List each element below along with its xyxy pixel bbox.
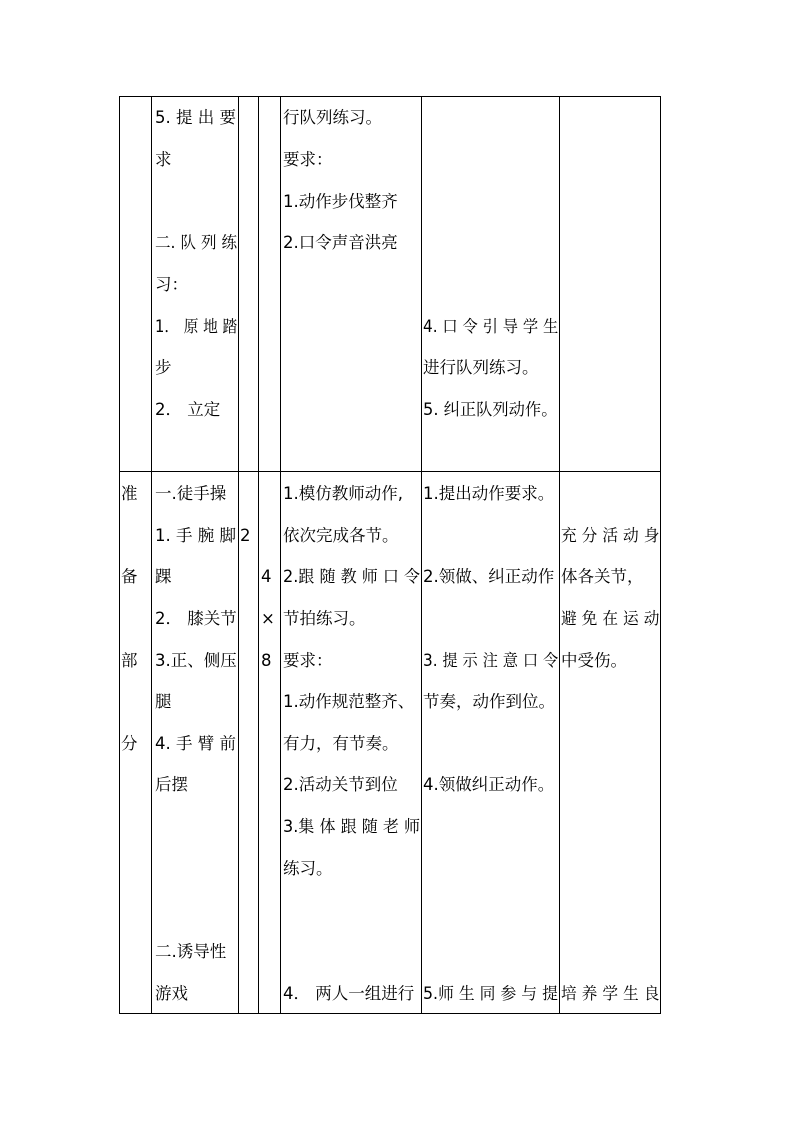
teacher-line: 5. 纠正队列动作。 xyxy=(423,400,558,419)
content-line: 1. 手 腕 脚 xyxy=(155,526,236,545)
method-line: 依次完成各节。 xyxy=(283,526,399,545)
method-line: 1.动作步伐整齐 xyxy=(283,192,398,211)
teacher-line: 2.领做、纠正动作 xyxy=(423,567,555,586)
content-line: 二. 队 列 练 xyxy=(155,233,238,252)
goal-line: 中受伤。 xyxy=(561,651,627,670)
count-value: × xyxy=(261,609,275,628)
goal-line: 充 分 活 动 身 xyxy=(561,526,660,545)
content-line: 1． 原 地 踏 xyxy=(155,317,238,336)
time-value: 2 xyxy=(240,526,251,545)
table-column-divider xyxy=(280,96,281,1014)
section-label: 分 xyxy=(121,734,138,753)
method-line: 行队列练习。 xyxy=(283,108,382,127)
method-line: 1.动作规范整齐、 xyxy=(283,692,415,711)
goal-line: 培 养 学 生 良 xyxy=(561,984,660,1003)
teacher-line: 4.领做纠正动作。 xyxy=(423,775,555,794)
method-line: 2.活动关节到位 xyxy=(283,775,398,794)
content-line: 2． 立定 xyxy=(155,400,221,419)
method-line: 1.模仿教师动作, xyxy=(283,484,403,503)
content-line: 2． 膝关节 xyxy=(155,609,237,628)
content-line: 步 xyxy=(155,358,172,377)
content-line: 4. 手 臂 前 xyxy=(155,734,236,753)
table-left-border xyxy=(119,96,120,1014)
method-line: 要求： xyxy=(283,150,333,169)
teacher-line: 节奏，动作到位。 xyxy=(423,692,555,711)
method-line: 2.口令声音洪亮 xyxy=(283,233,398,252)
table-column-divider xyxy=(559,96,560,1014)
teacher-line: 4. 口 令 引 导 学 生 xyxy=(423,317,559,336)
method-line: 练习。 xyxy=(283,859,333,878)
table-column-divider xyxy=(258,96,259,1014)
count-value: 4 xyxy=(261,567,272,586)
content-line: 习： xyxy=(155,275,188,294)
content-line: 腿 xyxy=(155,692,172,711)
content-line: 求 xyxy=(155,150,172,169)
count-value: 8 xyxy=(261,651,272,670)
goal-line: 体各关节， xyxy=(561,567,644,586)
goal-line: 避 免 在 运 动 xyxy=(561,609,660,628)
section-label: 准 xyxy=(121,484,138,503)
content-line: 游戏 xyxy=(155,984,188,1003)
content-line: 后摆 xyxy=(155,775,188,794)
table-column-divider xyxy=(238,96,239,1014)
teacher-line: 1.提出动作要求。 xyxy=(423,484,555,503)
method-line: 节拍练习。 xyxy=(283,609,366,628)
method-line: 2.跟 随 教 师 口 令 xyxy=(283,567,421,586)
teacher-line: 3. 提 示 注 意 口 令 xyxy=(423,651,559,670)
table-bottom-border xyxy=(119,1013,661,1014)
table-right-border xyxy=(660,96,661,1014)
content-line: 踝 xyxy=(155,567,172,586)
content-line: 3.正、侧压 xyxy=(155,651,237,670)
content-line: 二.诱导性 xyxy=(155,942,227,961)
table-column-divider xyxy=(421,96,422,1014)
table-row-divider xyxy=(119,471,661,472)
method-line: 3.集 体 跟 随 老 师 xyxy=(283,817,421,836)
section-label: 备 xyxy=(121,567,138,586)
content-line: 5. 提 出 要 xyxy=(155,108,236,127)
method-line: 要求： xyxy=(283,651,333,670)
method-line: 有力，有节奏。 xyxy=(283,734,399,753)
teacher-line: 进行队列练习。 xyxy=(423,358,539,377)
content-line: 一.徒手操 xyxy=(155,484,227,503)
section-label: 部 xyxy=(121,651,138,670)
table-column-divider xyxy=(151,96,152,1014)
teacher-line: 5.师 生 同 参 与 提 xyxy=(423,984,558,1003)
method-line: 4． 两人一组进行 xyxy=(283,984,415,1003)
table-top-border xyxy=(119,96,661,97)
